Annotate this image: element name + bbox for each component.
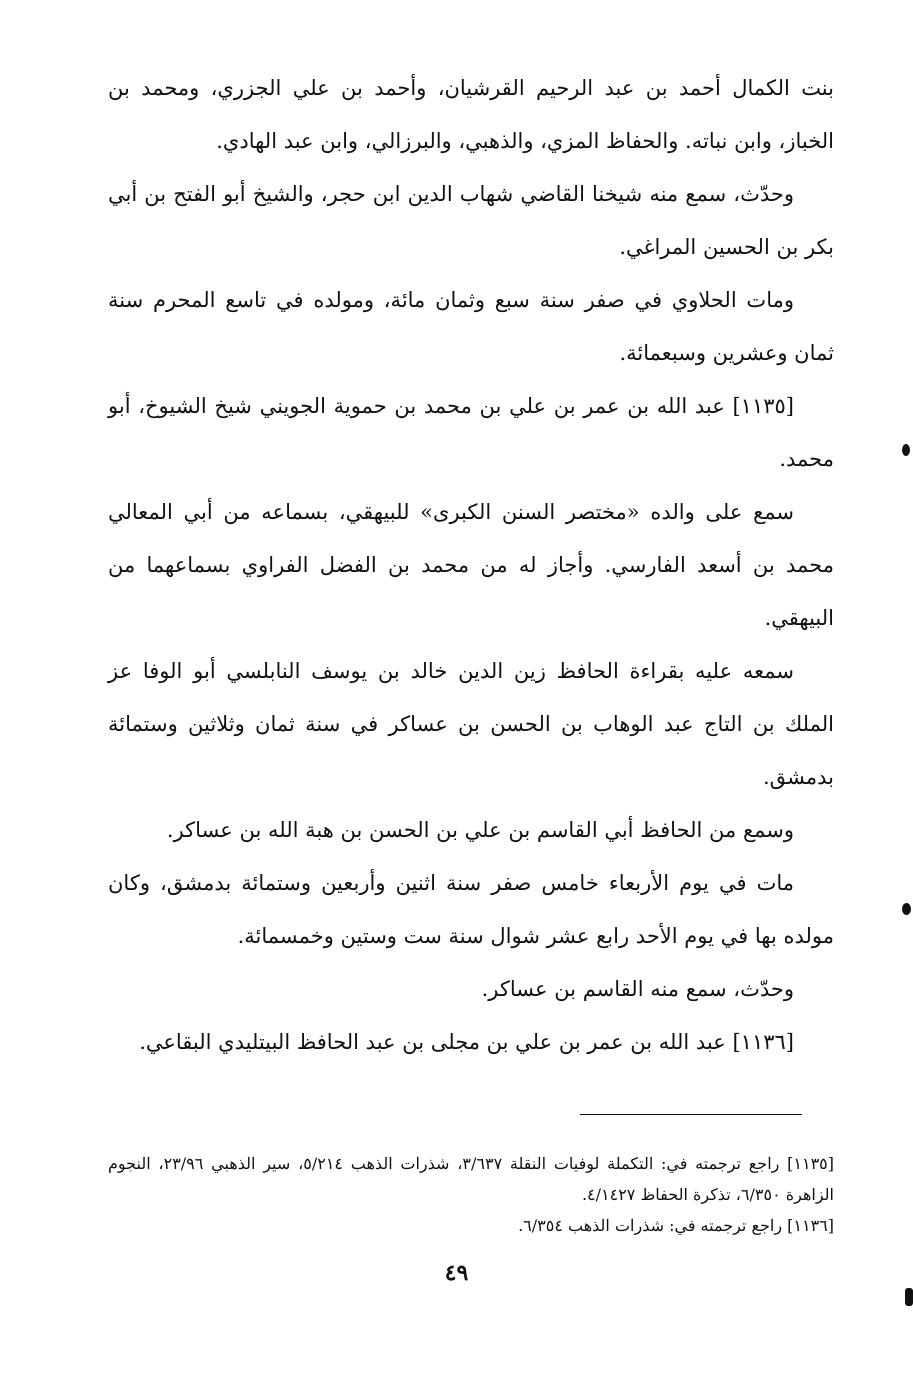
scan-mark	[902, 444, 910, 456]
paragraph-death-note: ومات الحلاوي في صفر سنة سبع وثمان مائة، ومولده في تاسع المحرم سنة ثمان وعشرين وسبعمائة.	[108, 288, 834, 365]
scan-mark	[902, 903, 911, 915]
paragraph-narrated: وحدّث، سمع منه القاسم بن عساكر.	[481, 977, 794, 1001]
paragraph-death-date: مات في يوم الأربعاء خامس صفر سنة اثنين وأربعين وستمائة بدمشق، وكان مولده بها في يوم الأحد رابع عشر شوال سنة ست وستين وخمسمائة.	[108, 871, 834, 948]
paragraph-reading: سمعه عليه بقراءة الحافظ زين الدين خالد بن يوسف النابلسي أبو الوفا عز الملك بن التاج عبد الوهاب بن الحسن بن عساكر في سنة ثمان وثلاثين وستمائة بدمشق.	[108, 659, 834, 789]
entry-heading-1135: [١١٣٥] عبد الله بن عمر بن علي بن محمد بن حموية الجويني شيخ الشيوخ، أبو محمد.	[108, 394, 834, 471]
entry-heading-1136: [١١٣٦] عبد الله بن عمر بن علي بن مجلى بن عبد الحافظ البيتليدي البقاعي.	[139, 1030, 794, 1054]
page-number: ٤٩	[444, 1260, 469, 1286]
paragraph-continuation: بنت الكمال أحمد بن عبد الرحيم القرشيان، وأحمد بن علي الجزري، ومحمد بن الخباز، وابن نباته. والحفاظ المزي، والذهبي، والبرزالي، وابن عبد الهادي.	[108, 76, 834, 153]
footnote-1136: [١١٣٦] راجع ترجمته في: شذرات الذهب ٦/٣٥٤.	[518, 1216, 834, 1235]
footnote-1135: [١١٣٥] راجع ترجمته في: التكملة لوفيات النقلة ٣/٦٣٧، شذرات الذهب ٥/٢١٤، سير الذهبي ٢٣/٩٦، النجوم الزاهرة ٦/٣٥٠، تذكرة الحفاظ ٤/١٤٢٧.	[108, 1154, 834, 1204]
footnotes	[108, 1148, 834, 1241]
scan-mark	[905, 1288, 913, 1306]
paragraph-narration: وحدّث، سمع منه شيخنا القاضي شهاب الدين ابن حجر، والشيخ أبو الفتح بن أبي بكر بن الحسين المراغي.	[108, 182, 834, 259]
paragraph-heard-from: وسمع من الحافظ أبي القاسم بن علي بن الحسن بن هبة الله بن عساكر.	[166, 818, 794, 842]
paragraph-hearing: سمع على والده «مختصر السنن الكبرى» للبيهقي، بسماعه من أبي المعالي محمد بن أسعد الفارسي. وأجاز له من محمد بن الفضل الفراوي بسماعهما من البيهقي.	[108, 500, 834, 630]
footnote-separator	[580, 1114, 802, 1115]
main-text	[108, 62, 834, 1069]
